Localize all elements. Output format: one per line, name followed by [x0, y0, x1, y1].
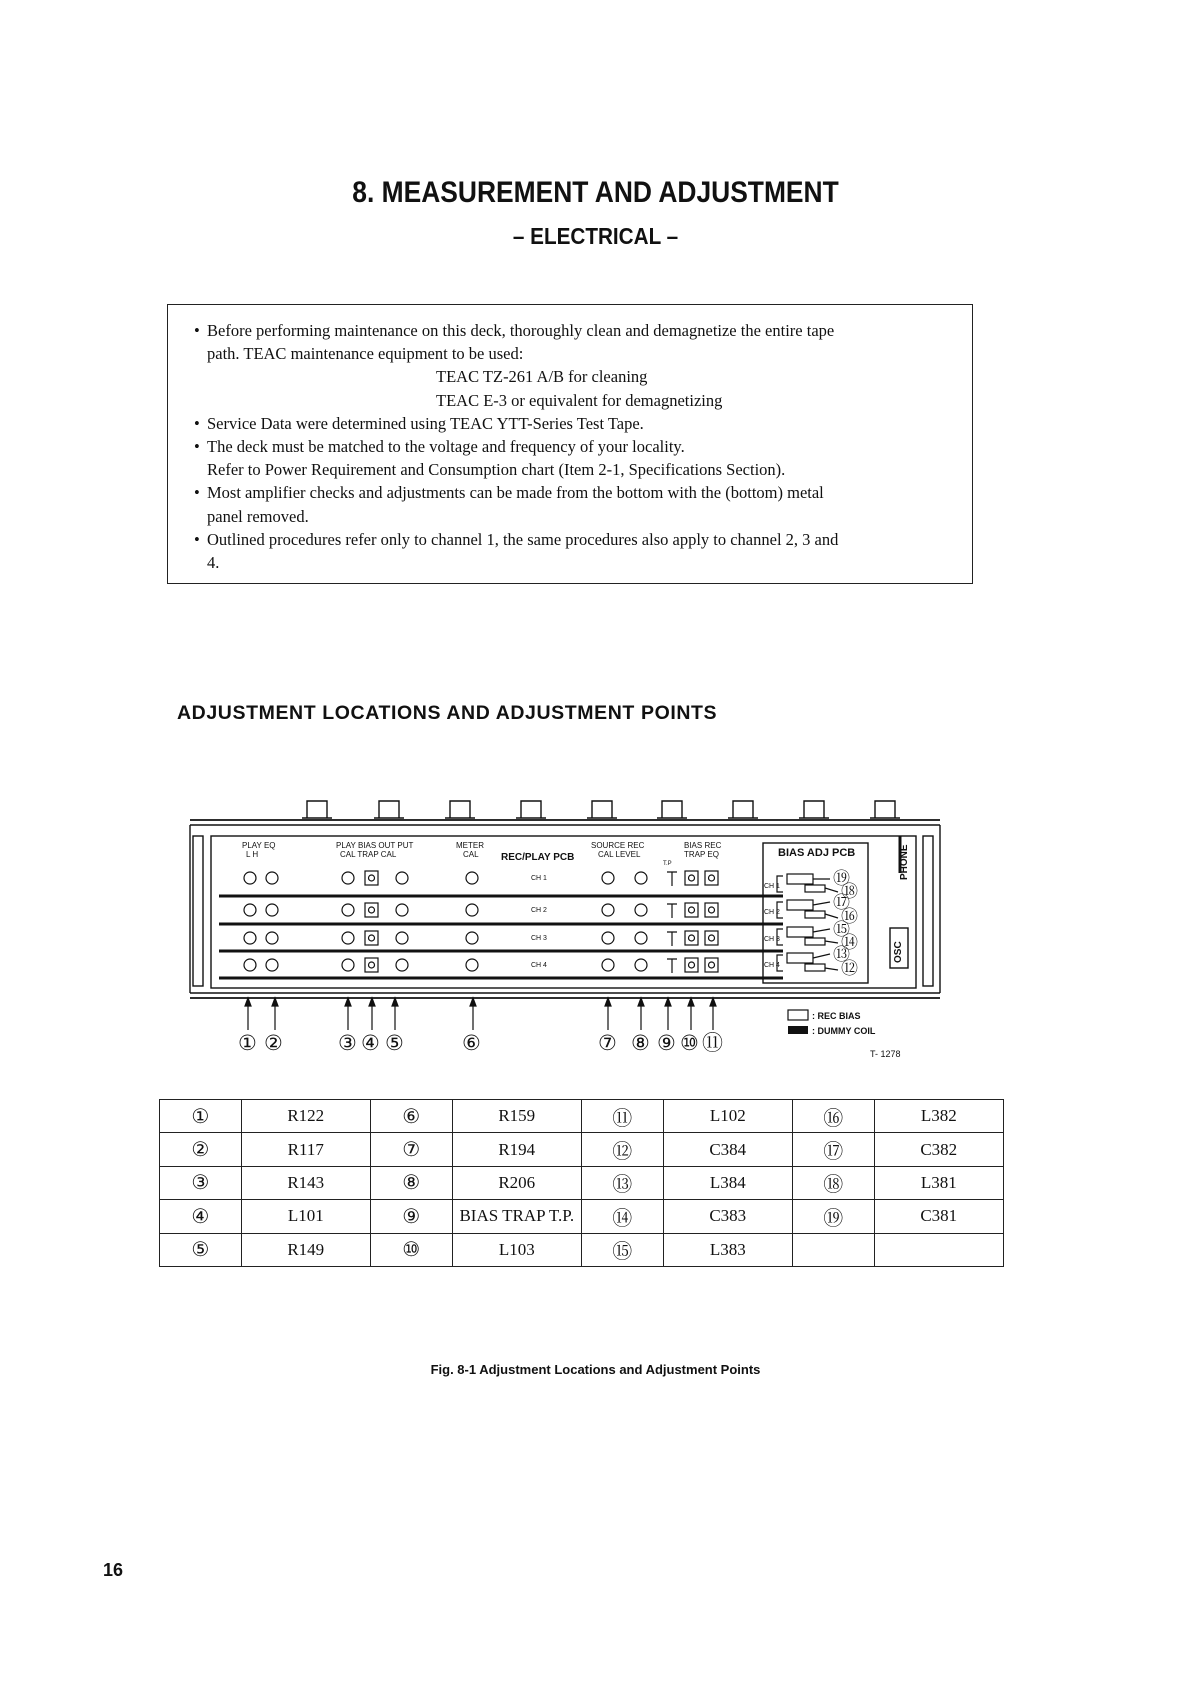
note-1: • Before performing maintenance on this deck, thoroughly clean and demagnetize the entire tape [194, 319, 948, 342]
table-row [160, 1200, 1004, 1233]
marker-cell: ⑤ [160, 1233, 242, 1266]
marker-4: ④ [361, 1032, 380, 1055]
part-cell: R122 [241, 1100, 370, 1133]
label-bias-ch3: CH 3 [764, 936, 780, 943]
table-row [160, 1133, 1004, 1166]
marker-7: ⑦ [598, 1032, 617, 1055]
part-cell: L101 [241, 1200, 370, 1233]
table-row [160, 1100, 1004, 1133]
bottom-markers [238, 1032, 723, 1055]
note-3-cont: Refer to Power Requirement and Consumption chart (Item 2-1, Specifications Section). [207, 460, 786, 480]
note-1-equipment-1: TEAC TZ-261 A/B for cleaning [436, 367, 648, 387]
part-cell: L382 [874, 1100, 1003, 1133]
bottom-arrows [245, 998, 716, 1030]
label-rec-play-pcb: REC/PLAY PCB [501, 852, 575, 863]
trimmer-grid [244, 871, 838, 973]
marker-cell: ⑦ [370, 1133, 452, 1166]
marker-19: ⑲ [833, 869, 850, 888]
marker-cell: ⑫ [581, 1133, 663, 1166]
part-cell: L383 [663, 1233, 792, 1266]
label-ch2: CH 2 [531, 907, 547, 914]
page-number: 16 [103, 1560, 124, 1580]
marker-13: ⑬ [833, 945, 850, 964]
label-cal-trap-cal: CAL TRAP CAL [340, 850, 397, 859]
marker-15: ⑮ [833, 920, 850, 939]
notes-box [167, 304, 973, 584]
marker-5: ⑤ [385, 1032, 404, 1055]
marker-cell: ⑬ [581, 1166, 663, 1199]
marker-1: ① [238, 1032, 257, 1055]
adjustment-locations-diagram [185, 788, 945, 1068]
label-bias-ch1: CH 1 [764, 883, 780, 890]
marker-17: ⑰ [833, 893, 850, 912]
part-cell: R206 [452, 1166, 581, 1199]
label-osc: OSC [893, 941, 904, 963]
note-5-cont: 4. [207, 553, 220, 573]
note-3: • The deck must be matched to the voltage and frequency of your locality. [194, 435, 948, 458]
marker-10: ⑩ [680, 1032, 699, 1055]
label-play-bias-output: PLAY BIAS OUT PUT [336, 841, 414, 850]
marker-cell: ⑪ [581, 1100, 663, 1133]
table-row [160, 1233, 1004, 1266]
marker-cell [792, 1233, 874, 1266]
section-heading: ADJUSTMENT LOCATIONS AND ADJUSTMENT POINTS [177, 702, 718, 724]
part-cell: C383 [663, 1200, 792, 1233]
marker-cell: ⑮ [581, 1233, 663, 1266]
label-play-eq-lh: L H [246, 850, 259, 859]
marker-cell: ⑱ [792, 1166, 874, 1199]
note-4: • Most amplifier checks and adjustments can be made from the bottom with the (bottom) metal [194, 481, 948, 504]
part-cell: C381 [874, 1200, 1003, 1233]
part-cell: R149 [241, 1233, 370, 1266]
part-cell: C384 [663, 1133, 792, 1166]
label-ch4: CH 4 [531, 962, 547, 969]
marker-8: ⑧ [631, 1032, 650, 1055]
marker-16: ⑯ [841, 907, 858, 926]
marker-3: ③ [338, 1032, 357, 1055]
top-connectors [302, 801, 900, 818]
label-source-rec: SOURCE REC [591, 841, 645, 850]
marker-cell: ⑧ [370, 1166, 452, 1199]
label-bias-ch2: CH 2 [764, 909, 780, 916]
marker-cell: ⑭ [581, 1200, 663, 1233]
marker-cell: ⑲ [792, 1200, 874, 1233]
marker-cell: ⑯ [792, 1100, 874, 1133]
part-cell: R194 [452, 1133, 581, 1166]
table-row [160, 1166, 1004, 1199]
marker-cell: ① [160, 1100, 242, 1133]
note-5: • Outlined procedures refer only to channel 1, the same procedures also apply to channel 2, 3 and [194, 528, 948, 551]
parts-table [159, 1099, 1004, 1267]
marker-6: ⑥ [462, 1032, 481, 1055]
label-trap-eq: TRAP EQ [684, 850, 719, 859]
label-bias-adj-pcb: BIAS ADJ PCB [778, 847, 856, 859]
marker-cell: ② [160, 1133, 242, 1166]
part-cell: R159 [452, 1100, 581, 1133]
marker-12: ⑫ [841, 959, 858, 978]
side-markers [833, 869, 858, 978]
part-cell: R143 [241, 1166, 370, 1199]
part-cell: C382 [874, 1133, 1003, 1166]
trim-row-ch4 [244, 958, 718, 973]
marker-11: ⑪ [702, 1032, 723, 1055]
label-phone: PHONE [899, 844, 910, 880]
label-bias-rec: BIAS REC [684, 841, 722, 850]
legend-dummy-coil: : DUMMY COIL [812, 1026, 876, 1036]
trim-row-ch1 [244, 871, 718, 886]
marker-18: ⑱ [841, 882, 858, 901]
label-play-eq: PLAY EQ [242, 841, 276, 850]
part-cell: L384 [663, 1166, 792, 1199]
part-cell [874, 1233, 1003, 1266]
marker-cell: ③ [160, 1166, 242, 1199]
marker-9: ⑨ [657, 1032, 676, 1055]
marker-cell: ⑰ [792, 1133, 874, 1166]
label-bias-ch4: CH 4 [764, 962, 780, 969]
note-1-equipment-2: TEAC E-3 or equivalent for demagnetizing [436, 390, 723, 410]
marker-cell: ⑥ [370, 1100, 452, 1133]
part-cell: L103 [452, 1233, 581, 1266]
note-2: • Service Data were determined using TEAC YTT-Series Test Tape. [194, 412, 948, 435]
label-ch3: CH 3 [531, 935, 547, 942]
trim-row-ch2 [244, 903, 718, 918]
note-4-cont: panel removed. [207, 506, 309, 526]
legend-rec-bias: : REC BIAS [812, 1011, 861, 1021]
marker-cell: ⑨ [370, 1200, 452, 1233]
part-cell: L102 [663, 1100, 792, 1133]
page-title: 8. MEASUREMENT AND ADJUSTMENT [352, 176, 839, 209]
note-1-cont: path. TEAC maintenance equipment to be used: [207, 344, 524, 364]
label-meter: METER [456, 841, 484, 850]
label-cal-level: CAL LEVEL [598, 850, 641, 859]
label-meter-cal: CAL [463, 850, 479, 859]
drawing-code: T- 1278 [870, 1049, 901, 1059]
label-ch1: CH 1 [531, 875, 547, 882]
marker-cell: ⑩ [370, 1233, 452, 1266]
label-tp: T.P [663, 861, 672, 867]
part-cell: R117 [241, 1133, 370, 1166]
marker-2: ② [264, 1032, 283, 1055]
figure-caption: Fig. 8-1 Adjustment Locations and Adjustment Points [430, 1362, 761, 1377]
part-cell: L381 [874, 1166, 1003, 1199]
diagram-legend [788, 1010, 901, 1059]
part-cell: BIAS TRAP T.P. [452, 1200, 581, 1233]
marker-cell: ④ [160, 1200, 242, 1233]
trim-row-ch3 [244, 931, 718, 946]
marker-14: ⑭ [841, 933, 858, 952]
page-subtitle: – ELECTRICAL – [512, 223, 679, 249]
